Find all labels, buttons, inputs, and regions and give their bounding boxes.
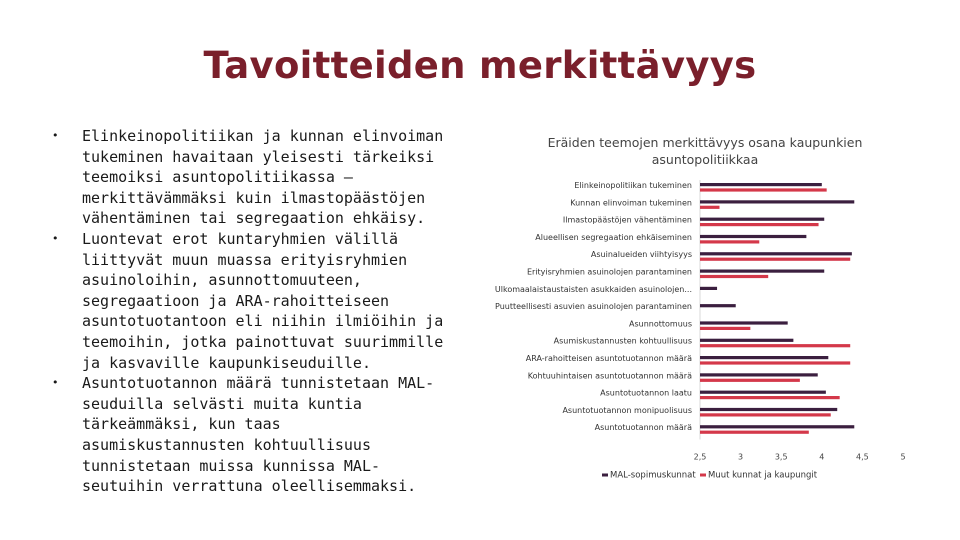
bar-mal — [700, 270, 824, 273]
category-label: Kohtuuhintaisen asuntotuotannon määrä — [527, 371, 692, 381]
bar-muut — [700, 344, 850, 347]
bar-muut — [700, 379, 800, 382]
bullet-dot-icon: • — [52, 129, 59, 142]
bar-mal — [700, 235, 806, 238]
legend-label: Muut kunnat ja kaupungit — [708, 470, 818, 480]
x-tick-label: 5 — [900, 452, 906, 462]
bar-muut — [700, 223, 819, 226]
category-label: Asuinalueiden viihtyisyys — [590, 250, 692, 260]
bar-mal — [700, 252, 852, 255]
category-label: Asuntotuotannon monipuolisuus — [562, 405, 692, 415]
bar-mal — [700, 200, 854, 203]
bar-mal — [700, 304, 736, 307]
category-label: ARA-rahoitteisen asuntotuotannon määrä — [525, 354, 692, 363]
bullet-text: Asuntotuotannon määrä tunnistetaan MAL-seuduilla selvästi muita kuntia tärkeämmäksi, kun taas asumiskustannusten kohtuullisuus tunnistetaan muissa kunnissa MAL-seutuihin verrattuna oleellisemmaksi. — [82, 374, 435, 496]
bullet-text: Elinkeinopolitiikan ja kunnan elinvoiman tukeminen havaitaan yleisesti tärkeiksi teemoiksi asuntopolitiikassa – merkittävämmäksi kuin ilmastopäästöjen vähentäminen tai segregaation ehkäisy. — [82, 127, 444, 228]
bar-muut — [700, 431, 809, 434]
bullet-item — [52, 126, 452, 229]
bar-muut — [700, 396, 840, 399]
bar-muut — [700, 413, 831, 416]
slide-title: Tavoitteiden merkittävyys — [203, 44, 757, 87]
bar-mal — [700, 425, 854, 428]
bullet-list — [52, 126, 452, 497]
x-tick-label: 4,5 — [856, 452, 869, 462]
category-label: Asunnottomuus — [628, 319, 692, 329]
bullet-dot-icon: • — [52, 376, 59, 390]
legend-swatch — [700, 474, 706, 477]
category-label: Ulkomaalaistaustaisten asukkaiden asuinolojen... — [494, 284, 692, 294]
category-label: Alueellisen segregaation ehkäiseminen — [535, 232, 692, 242]
bar-muut — [700, 240, 759, 243]
chart-title: Eräiden teemojen merkittävyys osana kaupunkien asuntopolitiikkaa — [547, 135, 863, 167]
bar-muut — [700, 327, 750, 330]
bar-mal — [700, 287, 717, 290]
x-tick-label: 3,5 — [774, 452, 788, 462]
bar-chart — [470, 170, 920, 480]
bullet-text: Luontevat erot kuntaryhmien välillä liittyvät muun muassa erityisryhmien asuinoloihin, asunnottomuuteen, segregaatioon ja ARA-rahoitteiseen asuntotuotantoon eli niihin ilmiöihin ja teemoihin, jotka painottuvat suurimmille ja kasvaville kaupunkiseuduille. — [82, 229, 444, 372]
bar-mal — [700, 391, 826, 394]
category-label: Erityisryhmien asuinolojen parantaminen — [526, 267, 692, 277]
category-label: Asuntotuotannon määrä — [594, 423, 692, 433]
bar-mal — [700, 356, 828, 359]
bullet-item — [52, 229, 452, 373]
bar-muut — [700, 188, 827, 191]
category-label: Ilmastopäästöjen vähentäminen — [562, 215, 692, 225]
x-tick-label: 2,5 — [693, 452, 707, 462]
legend-swatch — [602, 474, 608, 477]
bar-mal — [700, 339, 793, 342]
bar-mal — [700, 408, 837, 411]
legend-label: MAL-sopimuskunnat — [610, 470, 696, 480]
bar-muut — [700, 361, 850, 364]
category-label: Asumiskustannusten kohtuullisuus — [553, 336, 692, 346]
bar-mal — [700, 321, 788, 324]
bar-mal — [700, 373, 818, 376]
bar-mal — [700, 183, 822, 186]
category-label: Elinkeinopolitiikan tukeminen — [574, 181, 692, 190]
bullet-item — [52, 373, 452, 497]
bar-muut — [700, 258, 850, 261]
category-label: Asuntotuotannon laatu — [600, 388, 692, 398]
category-label: Puutteellisesti asuvien asuinolojen parantaminen — [495, 302, 692, 312]
category-label: Kunnan elinvoiman tukeminen — [570, 198, 692, 208]
x-tick-label: 4 — [819, 452, 825, 462]
bar-muut — [700, 275, 768, 278]
x-tick-label: 3 — [738, 452, 744, 462]
bar-mal — [700, 218, 824, 221]
bullet-dot-icon: • — [52, 231, 59, 245]
bar-muut — [700, 206, 719, 209]
